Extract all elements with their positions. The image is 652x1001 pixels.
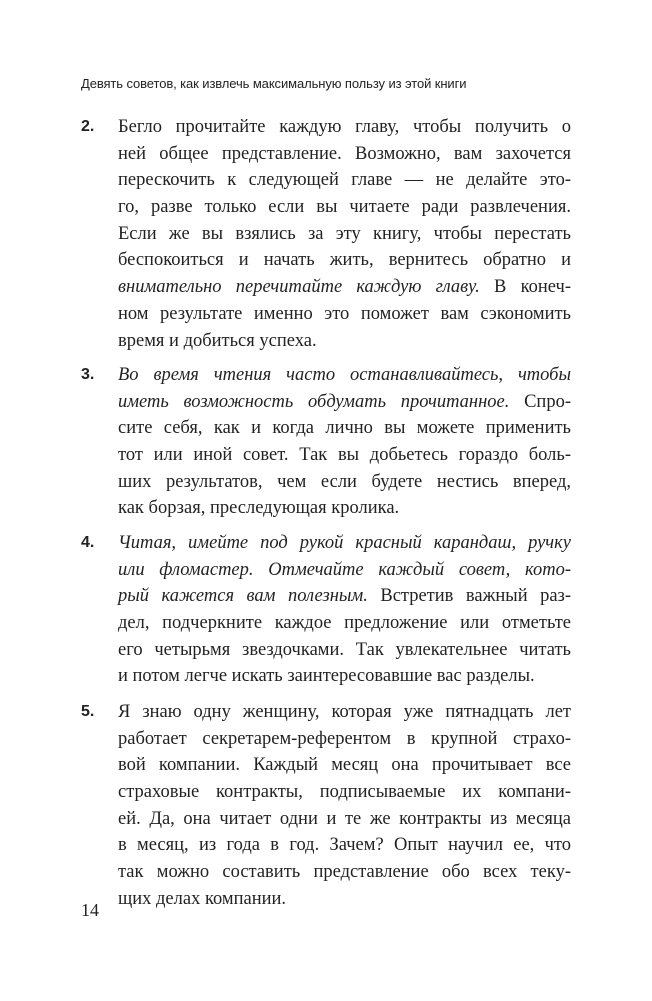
text-run: страховые контракты, подписываемые их компани- — [118, 782, 571, 803]
text-line — [118, 469, 571, 496]
text-line — [118, 301, 571, 328]
text-line — [118, 832, 571, 859]
text-run: Спро- — [509, 391, 571, 412]
running-header: Девять советов, как извлечь максимальную пользу из этой книги — [81, 76, 467, 91]
text-line — [118, 274, 571, 301]
text-run: и потом легче искать заинтересовавшие вас разделы. — [118, 666, 535, 687]
item-number: 2. — [81, 118, 95, 135]
text-run: В конеч- — [479, 277, 571, 298]
text-line — [118, 114, 571, 141]
text-line — [118, 442, 571, 469]
text-line — [118, 752, 571, 779]
text-run: сите себя, как и когда лично вы можете применить — [118, 418, 571, 439]
italic-text: внимательно перечитайте каждую главу. — [118, 277, 480, 298]
italic-text: Во время чтения часто останавливайтесь, чтобы — [118, 365, 571, 385]
text-run: работает секретарем-референтом в крупной страхо- — [118, 728, 571, 749]
italic-text: или фломастер. Отмечайте каждый совет, кото- — [118, 559, 571, 580]
text-line — [118, 610, 571, 637]
text-run: ей. Да, она читает одни и те же контракты из месяца — [118, 808, 571, 829]
text-line — [118, 495, 571, 522]
text-line — [118, 167, 571, 194]
text-run: Встретив важный раз- — [367, 586, 571, 607]
item-text — [118, 530, 571, 690]
item-number: 3. — [81, 366, 95, 383]
text-line — [118, 779, 571, 806]
item-number: 5. — [81, 703, 95, 720]
text-line — [118, 389, 571, 416]
text-line — [118, 415, 571, 442]
text-run: ней общее представление. Возможно, вам захочется — [118, 143, 571, 164]
text-line — [118, 583, 571, 610]
text-run: тот или иной совет. Так вы добьетесь гораздо боль- — [118, 445, 571, 466]
text-line — [118, 557, 571, 584]
page-number: 14 — [81, 900, 99, 920]
text-run: Бегло прочитайте каждую главу, чтобы получить о — [118, 117, 571, 137]
text-line — [118, 247, 571, 274]
italic-text: иметь возможность обдумать прочитанное. — [118, 391, 510, 412]
text-run: щих делах компании. — [118, 888, 287, 909]
text-line — [118, 194, 571, 221]
text-run: его четырьмя звездочками. Так увлекательнее читать — [118, 639, 571, 660]
text-line — [118, 663, 571, 690]
text-line — [118, 886, 571, 913]
text-run: время и добиться успеха. — [118, 330, 317, 351]
item-text — [118, 114, 571, 354]
text-run: в месяц, из года в год. Зачем? Опыт научил ее, что — [118, 835, 571, 856]
text-line — [118, 806, 571, 833]
text-run: беспокоиться и начать жить, вернитесь обратно и — [118, 250, 571, 271]
item-number: 4. — [81, 534, 95, 551]
text-run: ших результатов, чем если будете нестись вперед, — [118, 471, 571, 492]
text-line — [118, 699, 571, 726]
text-line — [118, 726, 571, 753]
text-run: Если же вы взялись за эту книгу, чтобы перестать — [118, 223, 571, 244]
text-run: дел, подчеркните каждое предложение или отметьте — [118, 613, 571, 634]
item-text — [118, 362, 571, 522]
text-line — [118, 362, 571, 389]
text-run: Я знаю одну женщину, которая уже пятнадцать лет — [118, 702, 571, 722]
text-run: перескочить к следующей главе — не делайте это- — [118, 170, 571, 191]
text-run: вой компании. Каждый месяц она прочитывает все — [118, 755, 571, 776]
text-line — [118, 859, 571, 886]
text-line — [118, 530, 571, 557]
text-line — [118, 221, 571, 248]
text-line — [118, 141, 571, 168]
text-line — [118, 328, 571, 355]
italic-text: Читая, имейте под рукой красный карандаш, ручку — [118, 533, 571, 553]
item-text — [118, 699, 571, 913]
text-run: ном результате именно это поможет вам сэкономить — [118, 303, 571, 324]
text-run: так можно составить представление обо всех теку- — [118, 862, 571, 883]
text-run: го, разве только если вы читаете ради развлечения. — [118, 197, 571, 218]
text-run: как борзая, преследующая кролика. — [118, 498, 400, 519]
text-line — [118, 637, 571, 664]
italic-text: рый кажется вам полезным. — [118, 586, 368, 607]
